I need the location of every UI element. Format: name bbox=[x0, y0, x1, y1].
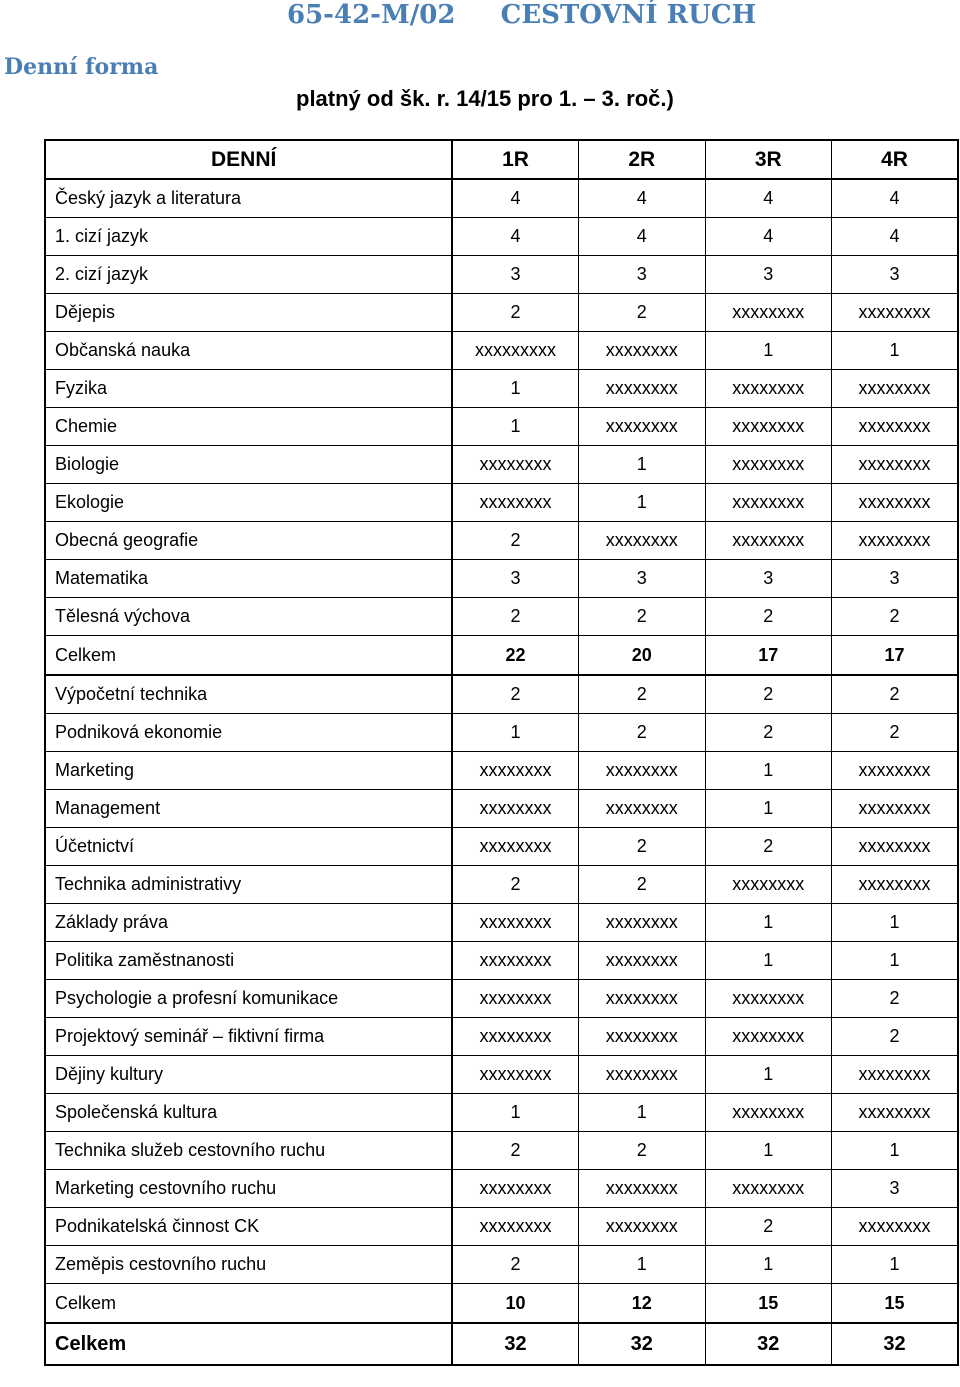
hours-cell: xxxxxxxx bbox=[452, 942, 579, 980]
subject-name: Celkem bbox=[45, 1323, 452, 1365]
hours-cell: 4 bbox=[705, 218, 832, 256]
subtotal-row bbox=[45, 1284, 958, 1324]
hours-cell: xxxxxxxx bbox=[705, 1170, 832, 1208]
hours-cell: xxxxxxxx bbox=[579, 1056, 706, 1094]
hours-cell: xxxxxxxx bbox=[705, 484, 832, 522]
subject-name: Marketing cestovního ruchu bbox=[45, 1170, 452, 1208]
column-header: 2R bbox=[579, 140, 706, 179]
document-title: 65-42-M/02 CESTOVNÍ RUCH bbox=[287, 0, 757, 30]
hours-cell: 1 bbox=[832, 904, 959, 942]
hours-cell: 2 bbox=[579, 714, 706, 752]
hours-cell: xxxxxxxx bbox=[452, 790, 579, 828]
hours-cell: 10 bbox=[452, 1284, 579, 1324]
hours-cell: xxxxxxxx bbox=[832, 790, 959, 828]
hours-cell: 1 bbox=[579, 446, 706, 484]
hours-cell: 1 bbox=[579, 484, 706, 522]
hours-cell: 4 bbox=[579, 218, 706, 256]
hours-cell: 2 bbox=[452, 1246, 579, 1284]
table-row bbox=[45, 332, 958, 370]
study-form-label: Denní forma bbox=[4, 54, 159, 80]
hours-cell: xxxxxxxx bbox=[452, 1208, 579, 1246]
hours-cell: 2 bbox=[705, 828, 832, 866]
subject-name: Podniková ekonomie bbox=[45, 714, 452, 752]
table-row bbox=[45, 484, 958, 522]
hours-cell: xxxxxxxx bbox=[452, 1170, 579, 1208]
hours-cell: xxxxxxxx bbox=[705, 980, 832, 1018]
subject-name: Politika zaměstnanosti bbox=[45, 942, 452, 980]
table-row bbox=[45, 522, 958, 560]
hours-cell: 1 bbox=[579, 1094, 706, 1132]
table-row bbox=[45, 1056, 958, 1094]
hours-cell: 1 bbox=[705, 790, 832, 828]
validity-note: platný od šk. r. 14/15 pro 1. – 3. roč.) bbox=[296, 86, 674, 111]
hours-cell: 2 bbox=[452, 522, 579, 560]
hours-cell: xxxxxxxx bbox=[452, 484, 579, 522]
subject-name: Dějiny kultury bbox=[45, 1056, 452, 1094]
hours-cell: 1 bbox=[705, 752, 832, 790]
table-row bbox=[45, 828, 958, 866]
table-row bbox=[45, 179, 958, 218]
hours-cell: 4 bbox=[452, 179, 579, 218]
table-row bbox=[45, 256, 958, 294]
hours-cell: 2 bbox=[705, 598, 832, 636]
hours-cell: 3 bbox=[832, 560, 959, 598]
hours-cell: xxxxxxxx bbox=[579, 1208, 706, 1246]
hours-cell: xxxxxxxx bbox=[705, 370, 832, 408]
hours-cell: 1 bbox=[705, 1056, 832, 1094]
hours-cell: xxxxxxxx bbox=[579, 752, 706, 790]
hours-cell: xxxxxxxx bbox=[579, 1170, 706, 1208]
hours-cell: 2 bbox=[452, 598, 579, 636]
hours-cell: 2 bbox=[452, 1132, 579, 1170]
total-row bbox=[45, 1323, 958, 1365]
hours-cell: 15 bbox=[832, 1284, 959, 1324]
hours-cell: 2 bbox=[452, 294, 579, 332]
subject-name: Účetnictví bbox=[45, 828, 452, 866]
hours-cell: xxxxxxxx bbox=[705, 1094, 832, 1132]
table-row bbox=[45, 675, 958, 714]
subject-name: Základy práva bbox=[45, 904, 452, 942]
hours-cell: 12 bbox=[579, 1284, 706, 1324]
hours-cell: xxxxxxxx bbox=[579, 522, 706, 560]
hours-cell: 15 bbox=[705, 1284, 832, 1324]
curriculum-table bbox=[44, 139, 959, 1366]
hours-cell: 17 bbox=[832, 636, 959, 676]
table-row bbox=[45, 942, 958, 980]
hours-cell: 3 bbox=[452, 560, 579, 598]
hours-cell: xxxxxxxx bbox=[452, 446, 579, 484]
hours-cell: 4 bbox=[832, 218, 959, 256]
hours-cell: xxxxxxxx bbox=[832, 866, 959, 904]
hours-cell: xxxxxxxx bbox=[832, 1094, 959, 1132]
subject-name: Obecná geografie bbox=[45, 522, 452, 560]
hours-cell: xxxxxxxx bbox=[705, 1018, 832, 1056]
hours-cell: xxxxxxxx bbox=[705, 866, 832, 904]
hours-cell: 1 bbox=[452, 408, 579, 446]
hours-cell: 1 bbox=[832, 332, 959, 370]
table-row bbox=[45, 752, 958, 790]
hours-cell: 3 bbox=[832, 1170, 959, 1208]
hours-cell: xxxxxxxx bbox=[452, 828, 579, 866]
hours-cell: 1 bbox=[452, 714, 579, 752]
subject-name: Zeměpis cestovního ruchu bbox=[45, 1246, 452, 1284]
subject-name: Technika služeb cestovního ruchu bbox=[45, 1132, 452, 1170]
subject-name: Marketing bbox=[45, 752, 452, 790]
subject-name: Psychologie a profesní komunikace bbox=[45, 980, 452, 1018]
table-row bbox=[45, 790, 958, 828]
hours-cell: xxxxxxxx bbox=[579, 790, 706, 828]
table-row bbox=[45, 408, 958, 446]
subject-name: Chemie bbox=[45, 408, 452, 446]
hours-cell: xxxxxxxx bbox=[832, 1208, 959, 1246]
column-header: DENNÍ bbox=[45, 140, 452, 179]
table-row bbox=[45, 980, 958, 1018]
subject-name: Technika administrativy bbox=[45, 866, 452, 904]
subject-name: Management bbox=[45, 790, 452, 828]
table-row bbox=[45, 598, 958, 636]
hours-cell: xxxxxxxx bbox=[452, 1056, 579, 1094]
subject-name: Tělesná výchova bbox=[45, 598, 452, 636]
hours-cell: xxxxxxxx bbox=[579, 1018, 706, 1056]
subject-name: Ekologie bbox=[45, 484, 452, 522]
hours-cell: 4 bbox=[579, 179, 706, 218]
table-row bbox=[45, 866, 958, 904]
hours-cell: 3 bbox=[579, 256, 706, 294]
hours-cell: 2 bbox=[832, 598, 959, 636]
subject-name: Český jazyk a literatura bbox=[45, 179, 452, 218]
hours-cell: 3 bbox=[579, 560, 706, 598]
hours-cell: 2 bbox=[452, 675, 579, 714]
hours-cell: xxxxxxxx bbox=[832, 484, 959, 522]
hours-cell: 17 bbox=[705, 636, 832, 676]
hours-cell: xxxxxxxx bbox=[452, 980, 579, 1018]
hours-cell: xxxxxxxx bbox=[705, 522, 832, 560]
subject-name: Biologie bbox=[45, 446, 452, 484]
hours-cell: 1 bbox=[452, 1094, 579, 1132]
table-row bbox=[45, 1246, 958, 1284]
subject-name: Dějepis bbox=[45, 294, 452, 332]
table-row bbox=[45, 1018, 958, 1056]
hours-cell: 1 bbox=[705, 1132, 832, 1170]
hours-cell: 1 bbox=[705, 1246, 832, 1284]
hours-cell: xxxxxxxx bbox=[832, 752, 959, 790]
hours-cell: 1 bbox=[832, 1132, 959, 1170]
hours-cell: 2 bbox=[579, 866, 706, 904]
hours-cell: xxxxxxxx bbox=[832, 408, 959, 446]
hours-cell: xxxxxxxx bbox=[832, 1056, 959, 1094]
hours-cell: 1 bbox=[579, 1246, 706, 1284]
table-row bbox=[45, 446, 958, 484]
column-header: 1R bbox=[452, 140, 579, 179]
hours-cell: xxxxxxxx bbox=[579, 408, 706, 446]
hours-cell: xxxxxxxx bbox=[832, 370, 959, 408]
subject-name: 1. cizí jazyk bbox=[45, 218, 452, 256]
hours-cell: xxxxxxxx bbox=[705, 446, 832, 484]
hours-cell: xxxxxxxx bbox=[705, 408, 832, 446]
subject-name: Občanská nauka bbox=[45, 332, 452, 370]
hours-cell: xxxxxxxx bbox=[579, 904, 706, 942]
subject-name: Celkem bbox=[45, 1284, 452, 1324]
table-row bbox=[45, 218, 958, 256]
table-row bbox=[45, 294, 958, 332]
hours-cell: 4 bbox=[452, 218, 579, 256]
hours-cell: 1 bbox=[452, 370, 579, 408]
subject-name: Matematika bbox=[45, 560, 452, 598]
hours-cell: 32 bbox=[579, 1323, 706, 1365]
hours-cell: 1 bbox=[705, 942, 832, 980]
hours-cell: xxxxxxxx bbox=[579, 332, 706, 370]
hours-cell: 32 bbox=[705, 1323, 832, 1365]
hours-cell: xxxxxxxx bbox=[452, 904, 579, 942]
column-header: 3R bbox=[705, 140, 832, 179]
hours-cell: 4 bbox=[832, 179, 959, 218]
hours-cell: 2 bbox=[832, 1018, 959, 1056]
hours-cell: 20 bbox=[579, 636, 706, 676]
hours-cell: 2 bbox=[832, 714, 959, 752]
hours-cell: xxxxxxxx bbox=[579, 942, 706, 980]
table-row bbox=[45, 1132, 958, 1170]
hours-cell: 2 bbox=[832, 980, 959, 1018]
hours-cell: 2 bbox=[705, 714, 832, 752]
hours-cell: 1 bbox=[832, 1246, 959, 1284]
hours-cell: 3 bbox=[705, 560, 832, 598]
hours-cell: 3 bbox=[452, 256, 579, 294]
hours-cell: xxxxxxxx bbox=[832, 828, 959, 866]
hours-cell: 2 bbox=[705, 1208, 832, 1246]
hours-cell: xxxxxxxx bbox=[579, 370, 706, 408]
subtotal-row bbox=[45, 636, 958, 676]
table-row bbox=[45, 1170, 958, 1208]
subject-name: Podnikatelská činnost CK bbox=[45, 1208, 452, 1246]
hours-cell: xxxxxxxx bbox=[832, 446, 959, 484]
hours-cell: 2 bbox=[579, 598, 706, 636]
hours-cell: xxxxxxxx bbox=[832, 294, 959, 332]
hours-cell: 2 bbox=[579, 294, 706, 332]
subject-name: 2. cizí jazyk bbox=[45, 256, 452, 294]
hours-cell: 3 bbox=[832, 256, 959, 294]
hours-cell: xxxxxxxx bbox=[705, 294, 832, 332]
hours-cell: xxxxxxxx bbox=[452, 752, 579, 790]
subject-name: Celkem bbox=[45, 636, 452, 676]
column-header: 4R bbox=[832, 140, 959, 179]
hours-cell: 1 bbox=[705, 332, 832, 370]
hours-cell: 32 bbox=[452, 1323, 579, 1365]
hours-cell: 1 bbox=[832, 942, 959, 980]
table-header-row bbox=[45, 140, 958, 179]
table-row bbox=[45, 560, 958, 598]
hours-cell: 2 bbox=[579, 675, 706, 714]
hours-cell: 2 bbox=[705, 675, 832, 714]
hours-cell: 2 bbox=[832, 675, 959, 714]
hours-cell: xxxxxxxxx bbox=[452, 332, 579, 370]
table-row bbox=[45, 714, 958, 752]
subject-name: Společenská kultura bbox=[45, 1094, 452, 1132]
table-row bbox=[45, 370, 958, 408]
hours-cell: 2 bbox=[579, 828, 706, 866]
hours-cell: 22 bbox=[452, 636, 579, 676]
hours-cell: 32 bbox=[832, 1323, 959, 1365]
hours-cell: 2 bbox=[579, 1132, 706, 1170]
hours-cell: 1 bbox=[705, 904, 832, 942]
hours-cell: xxxxxxxx bbox=[832, 522, 959, 560]
hours-cell: xxxxxxxx bbox=[452, 1018, 579, 1056]
table-row bbox=[45, 1094, 958, 1132]
hours-cell: 3 bbox=[705, 256, 832, 294]
hours-cell: xxxxxxxx bbox=[579, 980, 706, 1018]
subject-name: Fyzika bbox=[45, 370, 452, 408]
subject-name: Výpočetní technika bbox=[45, 675, 452, 714]
hours-cell: 2 bbox=[452, 866, 579, 904]
table-row bbox=[45, 904, 958, 942]
table-row bbox=[45, 1208, 958, 1246]
subject-name: Projektový seminář – fiktivní firma bbox=[45, 1018, 452, 1056]
hours-cell: 4 bbox=[705, 179, 832, 218]
